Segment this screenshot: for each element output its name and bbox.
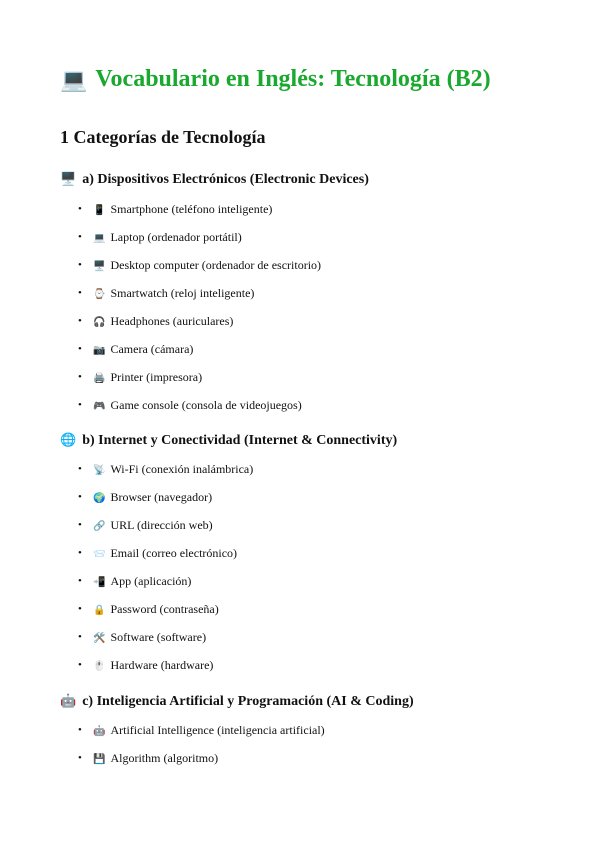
list-item-text: Desktop computer (ordenador de escritorio)	[110, 258, 322, 272]
bullet: •	[78, 231, 82, 243]
list-item-text: Smartwatch (reloj inteligente)	[110, 286, 255, 300]
category-heading-internet	[60, 432, 397, 449]
list-item-text: Game console (consola de videojuegos)	[110, 398, 302, 412]
list-item-text: Camera (cámara)	[110, 342, 194, 356]
mouse-icon: 🖱️	[93, 661, 106, 672]
laptop-icon: 💻	[60, 67, 88, 92]
bullet: •	[78, 752, 82, 764]
envelope-icon: 📨	[93, 549, 106, 560]
mobile-arrow-icon: 📲	[93, 577, 106, 588]
devices-list	[0, 200, 321, 424]
bullet: •	[78, 547, 82, 559]
desktop-computer-icon: 🖥️	[60, 171, 77, 186]
list-item	[0, 396, 321, 424]
section-heading: 1 Categorías de Tecnología	[60, 127, 266, 147]
bullet: •	[78, 575, 82, 587]
list-item	[0, 340, 321, 368]
bullet: •	[78, 463, 82, 475]
globe-icon: 🌍	[93, 493, 106, 504]
bullet: •	[78, 259, 82, 271]
list-item	[0, 516, 253, 544]
list-item-text: Wi-Fi (conexión inalámbrica)	[110, 462, 254, 476]
list-item-text: Printer (impresora)	[110, 370, 203, 384]
satellite-antenna-icon: 📡	[93, 465, 106, 476]
ai-list	[0, 721, 325, 777]
bullet: •	[78, 631, 82, 643]
game-controller-icon: 🎮	[93, 401, 106, 412]
list-item	[0, 721, 325, 749]
list-item	[0, 628, 253, 656]
list-item	[0, 368, 321, 396]
category-heading-text: c) Inteligencia Artificial y Programación (AI & Coding)	[82, 694, 414, 709]
list-item	[0, 749, 325, 777]
list-item-text: Algorithm (algoritmo)	[110, 751, 219, 765]
robot-icon: 🤖	[60, 693, 77, 708]
list-item-text: Password (contraseña)	[110, 602, 219, 616]
list-item-text: Email (correo electrónico)	[110, 546, 238, 560]
page-title	[60, 66, 491, 93]
smartphone-icon: 📱	[93, 205, 106, 216]
list-item-text: URL (dirección web)	[110, 518, 213, 532]
headphones-icon: 🎧	[93, 317, 106, 328]
bullet: •	[78, 371, 82, 383]
bullet: •	[78, 287, 82, 299]
category-heading-devices	[60, 171, 369, 188]
bullet: •	[78, 491, 82, 503]
bullet: •	[78, 203, 82, 215]
watch-icon: ⌚	[93, 289, 106, 300]
camera-icon: 📷	[93, 345, 106, 356]
list-item	[0, 656, 253, 684]
lock-icon: 🔒	[93, 605, 106, 616]
list-item	[0, 572, 253, 600]
internet-list	[0, 460, 253, 684]
list-item	[0, 228, 321, 256]
printer-icon: 🖨️	[93, 373, 106, 384]
desktop-computer-icon: 🖥️	[93, 261, 106, 272]
link-icon: 🔗	[93, 521, 106, 532]
robot-icon: 🤖	[93, 726, 106, 737]
laptop-icon: 💻	[93, 233, 106, 244]
bullet: •	[78, 724, 82, 736]
category-heading-text: a) Dispositivos Electrónicos (Electronic Devices)	[82, 172, 369, 187]
globe-icon: 🌐	[60, 432, 77, 447]
floppy-disk-icon: 💾	[93, 754, 106, 765]
bullet: •	[78, 399, 82, 411]
list-item-text: Software (software)	[110, 630, 207, 644]
list-item-text: Smartphone (teléfono inteligente)	[110, 202, 273, 216]
tools-icon: 🛠️	[93, 633, 106, 644]
list-item	[0, 488, 253, 516]
list-item	[0, 284, 321, 312]
list-item	[0, 460, 253, 488]
list-item-text: Headphones (auriculares)	[110, 314, 234, 328]
bullet: •	[78, 315, 82, 327]
list-item	[0, 544, 253, 572]
category-heading-text: b) Internet y Conectividad (Internet & Connectivity)	[82, 433, 398, 448]
page-title-text: Vocabulario en Inglés: Tecnología (B2)	[95, 66, 491, 92]
list-item	[0, 200, 321, 228]
list-item-text: Artificial Intelligence (inteligencia artificial)	[110, 723, 325, 737]
list-item-text: Hardware (hardware)	[110, 658, 214, 672]
list-item	[0, 256, 321, 284]
list-item	[0, 600, 253, 628]
bullet: •	[78, 603, 82, 615]
list-item	[0, 312, 321, 340]
bullet: •	[78, 519, 82, 531]
bullet: •	[78, 343, 82, 355]
list-item-text: Browser (navegador)	[110, 490, 213, 504]
bullet: •	[78, 659, 82, 671]
list-item-text: Laptop (ordenador portátil)	[110, 230, 242, 244]
list-item-text: App (aplicación)	[110, 574, 192, 588]
category-heading-ai	[60, 693, 414, 710]
